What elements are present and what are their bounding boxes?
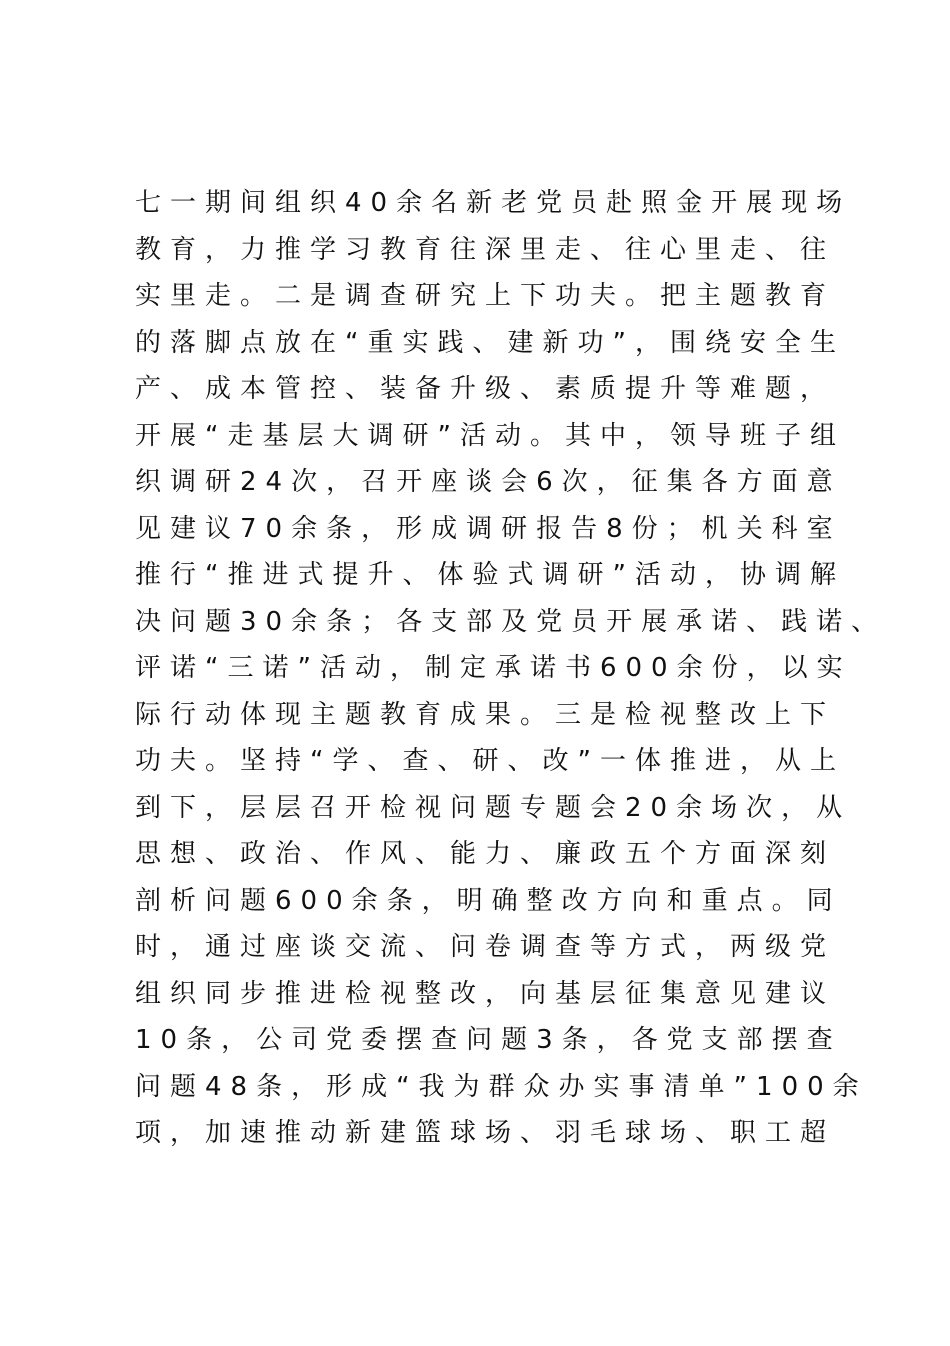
text-line: 功夫。坚持“学、查、研、改”一体推进，从上 bbox=[135, 746, 845, 776]
text-line: 决问题30余条；各支部及党员开展承诺、践诺、 bbox=[135, 606, 887, 637]
text-line: 10条，公司党委摆查问题3条，各党支部摆查 bbox=[135, 1025, 842, 1055]
text-line: 剖析问题600余条，明确整改方向和重点。同 bbox=[135, 885, 842, 916]
text-line: 项，加速推动新建篮球场、羽毛球场、职工超 bbox=[135, 1118, 836, 1148]
text-line: 织调研24次，召开座谈会6次，征集各方面意 bbox=[135, 467, 842, 497]
text-line: 教育，力推学习教育往深里走、往心里走、往 bbox=[135, 234, 836, 265]
text-line: 问题48条，形成“我为群众办实事清单”100余 bbox=[135, 1071, 868, 1102]
text-line: 思想、政治、作风、能力、廉政五个方面深刻 bbox=[135, 839, 836, 869]
text-line: 时，通过座谈交流、问卷调查等方式，两级党 bbox=[135, 932, 836, 962]
text-line: 到下，层层召开检视问题专题会20余场次，从 bbox=[135, 792, 852, 823]
text-line: 实里走。二是调查研究上下功夫。把主题教育 bbox=[135, 281, 836, 311]
text-line: 见建议70余条，形成调研报告8份；机关科室 bbox=[135, 513, 842, 544]
text-line: 产、成本管控、装备升级、素质提升等难题， bbox=[135, 374, 836, 404]
text-line: 组织同步推进检视整改，向基层征集意见建议 bbox=[135, 978, 836, 1009]
text-line: 推行“推进式提升、体验式调研”活动，协调解 bbox=[135, 560, 845, 590]
text-line: 七一期间组织40余名新老党员赴照金开展现场 bbox=[135, 188, 852, 218]
text-line: 开展“走基层大调研”活动。其中，领导班子组 bbox=[135, 420, 845, 451]
text-line: 的落脚点放在“重实践、建新功”，围绕安全生 bbox=[135, 327, 845, 358]
text-line: 际行动体现主题教育成果。三是检视整改上下 bbox=[135, 699, 836, 730]
body-paragraph bbox=[135, 180, 895, 1157]
text-line: 评诺“三诺”活动，制定承诺书600余份，以实 bbox=[135, 653, 852, 683]
